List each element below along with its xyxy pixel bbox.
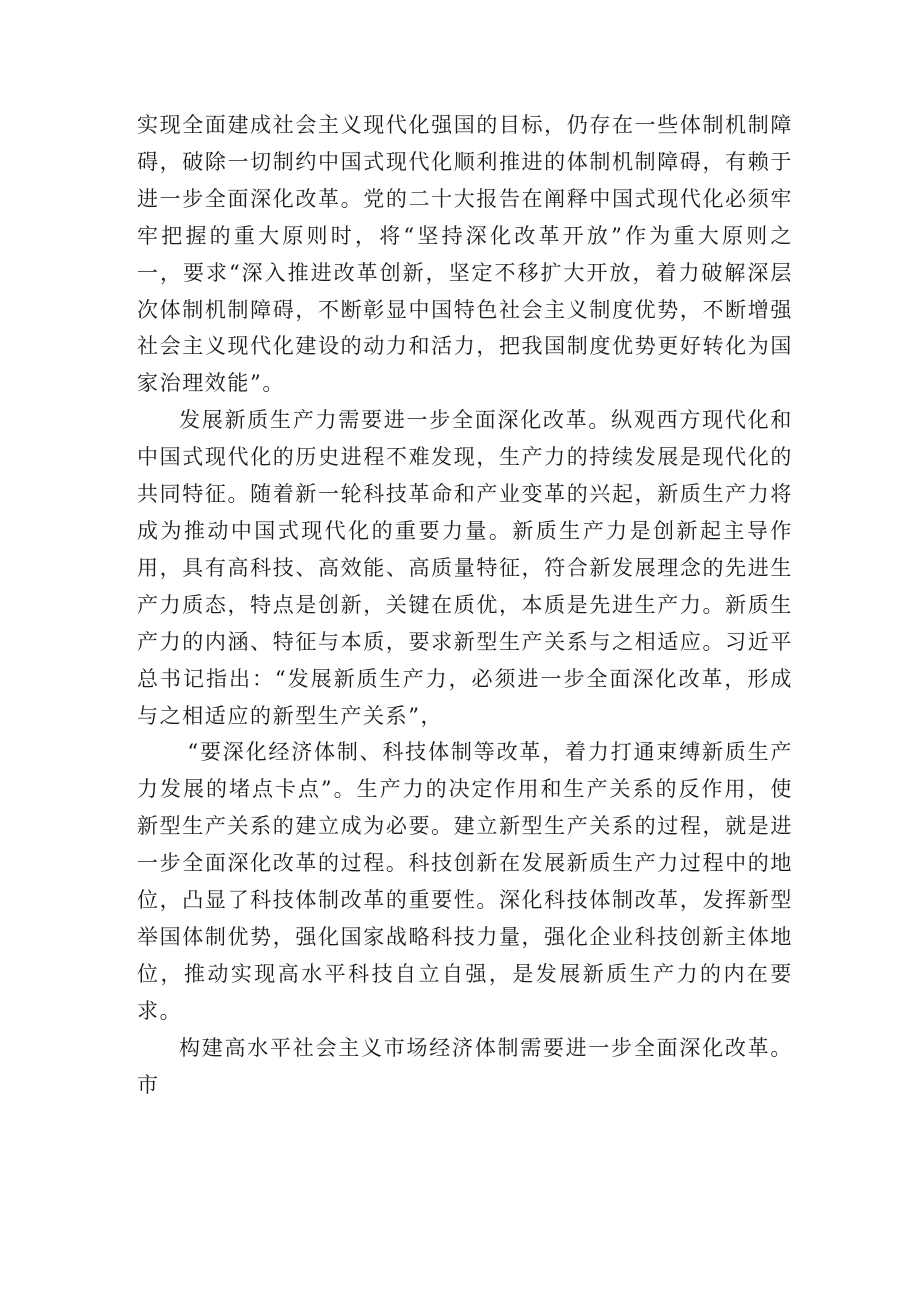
document-body — [137, 107, 793, 1103]
paragraph-1: 实现全面建成社会主义现代化强国的目标，仍存在一些体制机制障碍，破除一切制约中国式现代化顺利推进的体制机制障碍，有赖于进一步全面深化改革。党的二十大报告在阐释中国式现代化必须牢牢把握的重大原则时，将“坚持深化改革开放”作为重大原则之一，要求“深入推进改革创新，坚定不移扩大开放，着力破解深层次体制机制障碍，不断彰显中国特色社会主义制度优势，不断增强社会主义现代化建设的动力和活力，把我国制度优势更好转化为国家治理效能”。 — [137, 113, 793, 396]
paragraph-3: “要深化经济体制、科技体制等改革，着力打通束缚新质生产力发展的堵点卡点”。生产力的决定作用和生产关系的反作用，使新型生产关系的建立成为必要。建立新型生产关系的过程，就是进一步全面深化改革的过程。科技创新在发展新质生产力过程中的地位，凸显了科技体制改革的重要性。深化科技体制改革，发挥新型举国体制优势，强化国家战略科技力量，强化企业科技创新主体地位，推动实现高水平科技自立自强，是发展新质生产力的内在要求。 — [137, 740, 793, 1023]
paragraph-2: 发展新质生产力需要进一步全面深化改革。纵观西方现代化和中国式现代化的历史进程不难发现，生产力的持续发展是现代化的共同特征。随着新一轮科技革命和产业变革的兴起，新质生产力将成为推动中国式现代化的重要力量。新质生产力是创新起主导作用，具有高科技、高效能、高质量特征，符合新发展理念的先进生产力质态，特点是创新，关键在质优，本质是先进生产力。新质生产力的内涵、特征与本质，要求新型生产关系与之相适应。习近平总书记指出：“发展新质生产力，必须进一步全面深化改革，形成与之相适应的新型生产关系”， — [137, 408, 793, 728]
paragraph-4: 构建高水平社会主义市场经济体制需要进一步全面深化改革。市 — [137, 1035, 793, 1097]
